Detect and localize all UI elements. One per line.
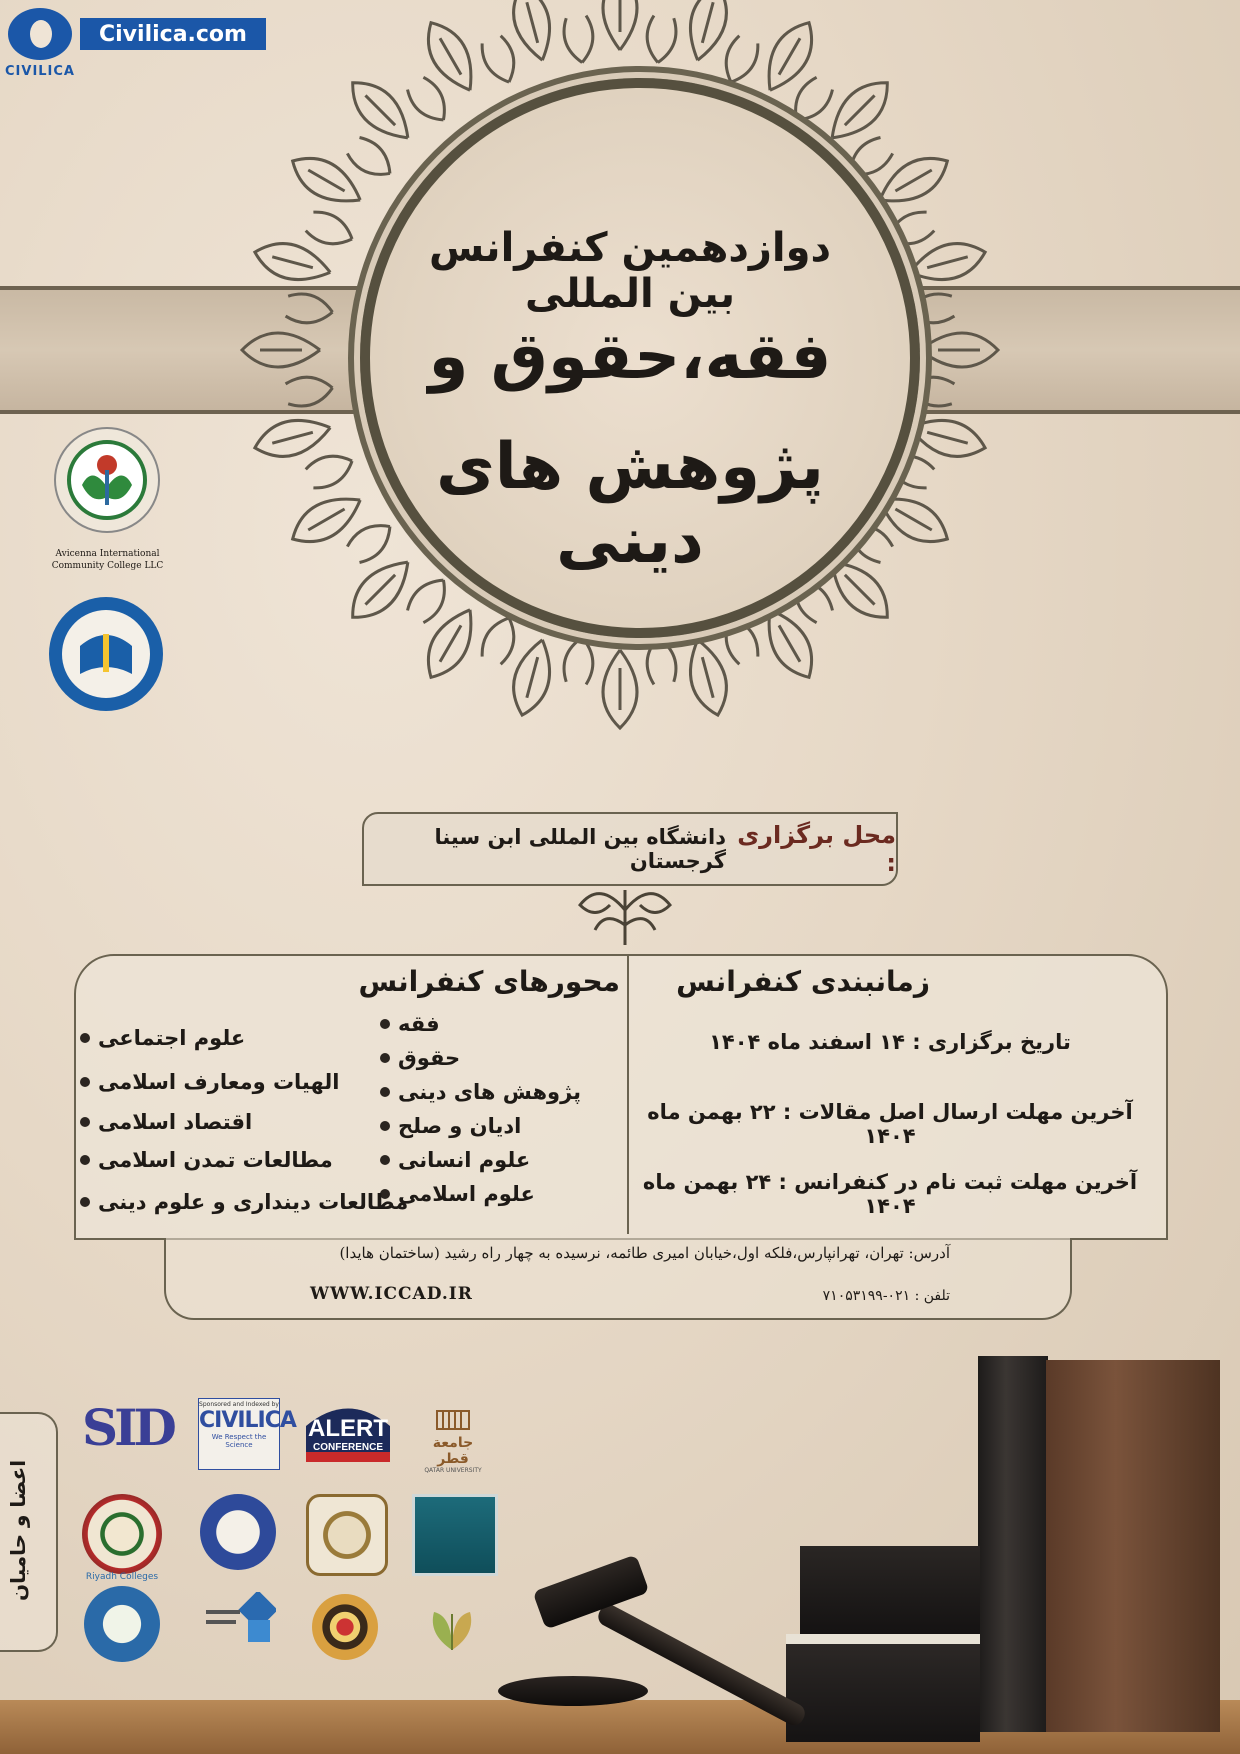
conference-title-line1: دوازدهمین کنفرانس بین المللی (429, 225, 831, 317)
civilica-logo-text: CIVILICA (5, 64, 75, 79)
civilica-sponsor-name: CIVILICA (199, 1408, 296, 1433)
topic-item: مطالعات تمدن اسلامی (80, 1148, 410, 1172)
schedule-item: آخرین مهلت ارسال اصل مقالات : ۲۲ بهمن ماه ۱۴۰۴ (647, 1100, 1133, 1148)
venue-value: دانشگاه بین المللی ابن سینا گرجستان (434, 825, 726, 873)
sid-logo: SID (82, 1398, 173, 1457)
topic-item: علوم اسلامی (380, 1182, 620, 1206)
qatar-name: جامعة قطر (432, 1435, 474, 1467)
leaf-university-logo (420, 1594, 484, 1658)
books-image (978, 1356, 1048, 1732)
civilica-sponsor-slogan: We Respect the Science (211, 1433, 267, 1449)
phone-number[interactable]: ۰۲۱-۷۱۰۵۳۱۹۹ (822, 1288, 911, 1304)
university-crest-logo (306, 1494, 388, 1576)
schedule-item: تاریخ برگزاری : ۱۴ اسفند ماه ۱۴۰۴ (709, 1030, 1071, 1054)
topic-item: فقه (380, 1012, 620, 1036)
civilica-logo (5, 8, 75, 78)
eau-logo (200, 1494, 276, 1570)
phone-line (700, 1288, 950, 1304)
address-text: آدرس: تهران، تهرانپارس،فلکه اول،خیابان امیری طائمه، نرسیده به چهار راه رشید (ساختمان هایدا) (339, 1244, 950, 1262)
topic-item: پژوهش های دینی (380, 1080, 620, 1104)
website-link[interactable]: WWW.ICCAD.IR (310, 1284, 473, 1304)
venue-box (362, 812, 898, 886)
flourish-ornament (570, 880, 680, 950)
topic-item: علوم اجتماعی (80, 1026, 410, 1050)
alert-name: ALERT (308, 1415, 388, 1442)
books-image (786, 1634, 980, 1742)
qatar-university-logo (418, 1405, 488, 1474)
civilica-sponsor-logo (198, 1398, 296, 1470)
phone-label: تلفن : (914, 1288, 950, 1304)
schedule-item: آخرین مهلت ثبت نام در کنفرانس : ۲۴ بهمن ماه ۱۴۰۴ (642, 1170, 1138, 1218)
books-image (1046, 1360, 1220, 1732)
university-seal-logo (82, 1494, 162, 1574)
gavel-base (498, 1676, 648, 1706)
civilica-sponsor-top: Sponsored and Indexed by (199, 1401, 279, 1408)
schedule-heading: زمانبندی کنفرانس (676, 965, 930, 998)
topic-item: علوم انسانی (380, 1148, 620, 1172)
members-tab-label: اعضا و حامیان (6, 1459, 30, 1601)
civilica-site-link[interactable]: Civilica.com (80, 18, 266, 50)
academy-seal-logo (312, 1594, 378, 1660)
avicenna-college-logo (52, 425, 162, 535)
topics-heading: محورهای کنفرانس (358, 965, 620, 998)
books-image (800, 1546, 980, 1646)
avicenna-caption: Avicenna International Community College LLC (51, 549, 164, 571)
topic-item: ادیان و صلح (380, 1114, 620, 1138)
alert-sub: CONFERENCE (312, 1442, 384, 1453)
topic-item: الهیات ومعارف اسلامی (80, 1070, 410, 1094)
rayand-pazhooh-logo (46, 594, 166, 714)
hamad-university-logo (200, 1592, 276, 1652)
qatar-sub: QATAR UNIVERSITY (424, 1467, 482, 1474)
conference-title-line3: پژوهش های دینی (436, 430, 824, 578)
topic-item: حقوق (380, 1046, 620, 1070)
mosque-university-logo (412, 1494, 498, 1576)
alert-conference-logo (298, 1396, 398, 1466)
topic-item: اقتصاد اسلامی (80, 1110, 410, 1134)
members-tab (0, 1412, 58, 1652)
qatar-building-icon (433, 1405, 473, 1431)
venue-label: محل برگزاری : (737, 821, 896, 877)
riyadh-colleges-logo (84, 1572, 160, 1662)
riyadh-caption: Riyadh Colleges (85, 1572, 159, 1582)
topic-item: مطالعات دینداری و علوم دینی (80, 1190, 410, 1214)
info-divider (627, 956, 629, 1234)
conference-title-line2: فقه،حقوق و (428, 320, 832, 394)
